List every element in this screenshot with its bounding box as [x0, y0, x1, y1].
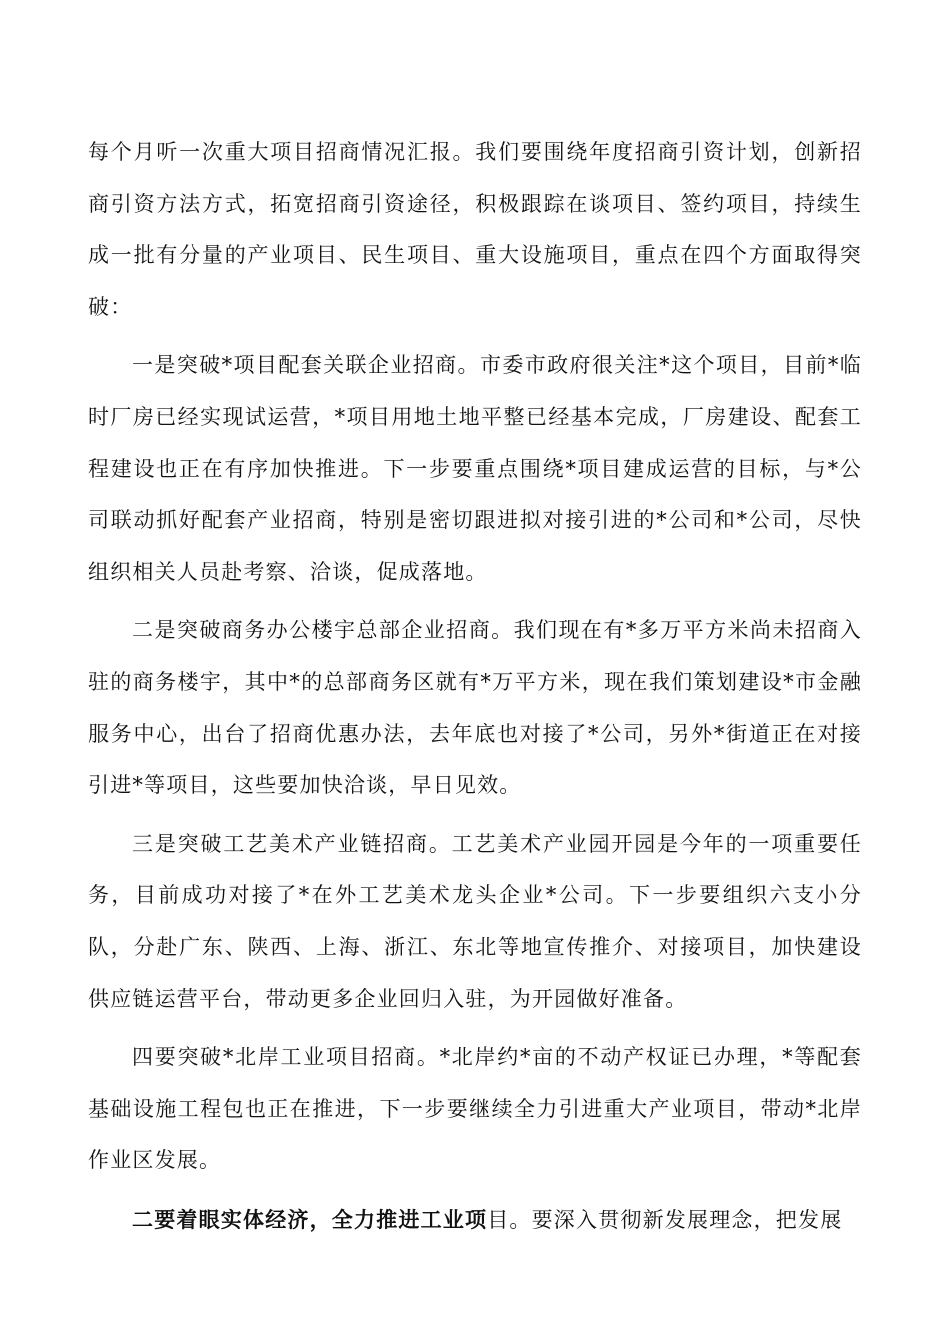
paragraph-point-one: 一是突破*项目配套关联企业招商。市委市政府很关注*这个项目，目前*临时厂房已经实现试运营，*项目用地土地平整已经基本完成，厂房建设、配套工程建设也正在有序加快推进。下一步要重点围绕*项目建成运营的目标，与*公司联动抓好配套产业招商，特别是密切跟进拟对接引进的*公司和*公司，尽快组织相关人员赴考察、洽谈，促成落地。: [88, 353, 862, 584]
paragraph-point-two: 二是突破商务办公楼宇总部企业招商。我们现在有*多万平方米尚未招商入驻的商务楼宇，其中*的总部商务区就有*万平方米，现在我们策划建设*市金融服务中心，出台了招商优惠办法，去年底也对接了*公司，另外*街道正在对接引进*等项目，这些要加快洽谈，早日见效。: [88, 618, 862, 798]
paragraph-section-two: [88, 1194, 862, 1247]
paragraph-intro: 每个月听一次重大项目招商情况汇报。我们要围绕年度招商引资计划，创新招商引资方法方式，拓宽招商引资途径，积极跟踪在谈项目、签约项目，持续生成一批有分量的产业项目、民生项目、重大设施项目，重点在四个方面取得突破：: [88, 140, 862, 319]
document-body: [88, 127, 862, 1253]
section-two-text: 目。要深入贯彻新发展理念，把发展: [487, 1207, 843, 1232]
section-two-heading: 二要着眼实体经济，全力推进工业项: [132, 1206, 488, 1232]
paragraph-point-four: 四要突破*北岸工业项目招商。*北岸约*亩的不动产权证已办理，*等配套基础设施工程包也正在推进，下一步要继续全力引进重大产业项目，带动*北岸作业区发展。: [88, 1045, 862, 1173]
paragraph-point-three: 三是突破工艺美术产业链招商。工艺美术产业园开园是今年的一项重要任务，目前成功对接了*在外工艺美术龙头企业*公司。下一步要组织六支小分队，分赴广东、陕西、上海、浙江、东北等地宣传推介、对接项目，加快建设供应链运营平台，带动更多企业回归入驻，为开园做好准备。: [88, 831, 862, 1011]
